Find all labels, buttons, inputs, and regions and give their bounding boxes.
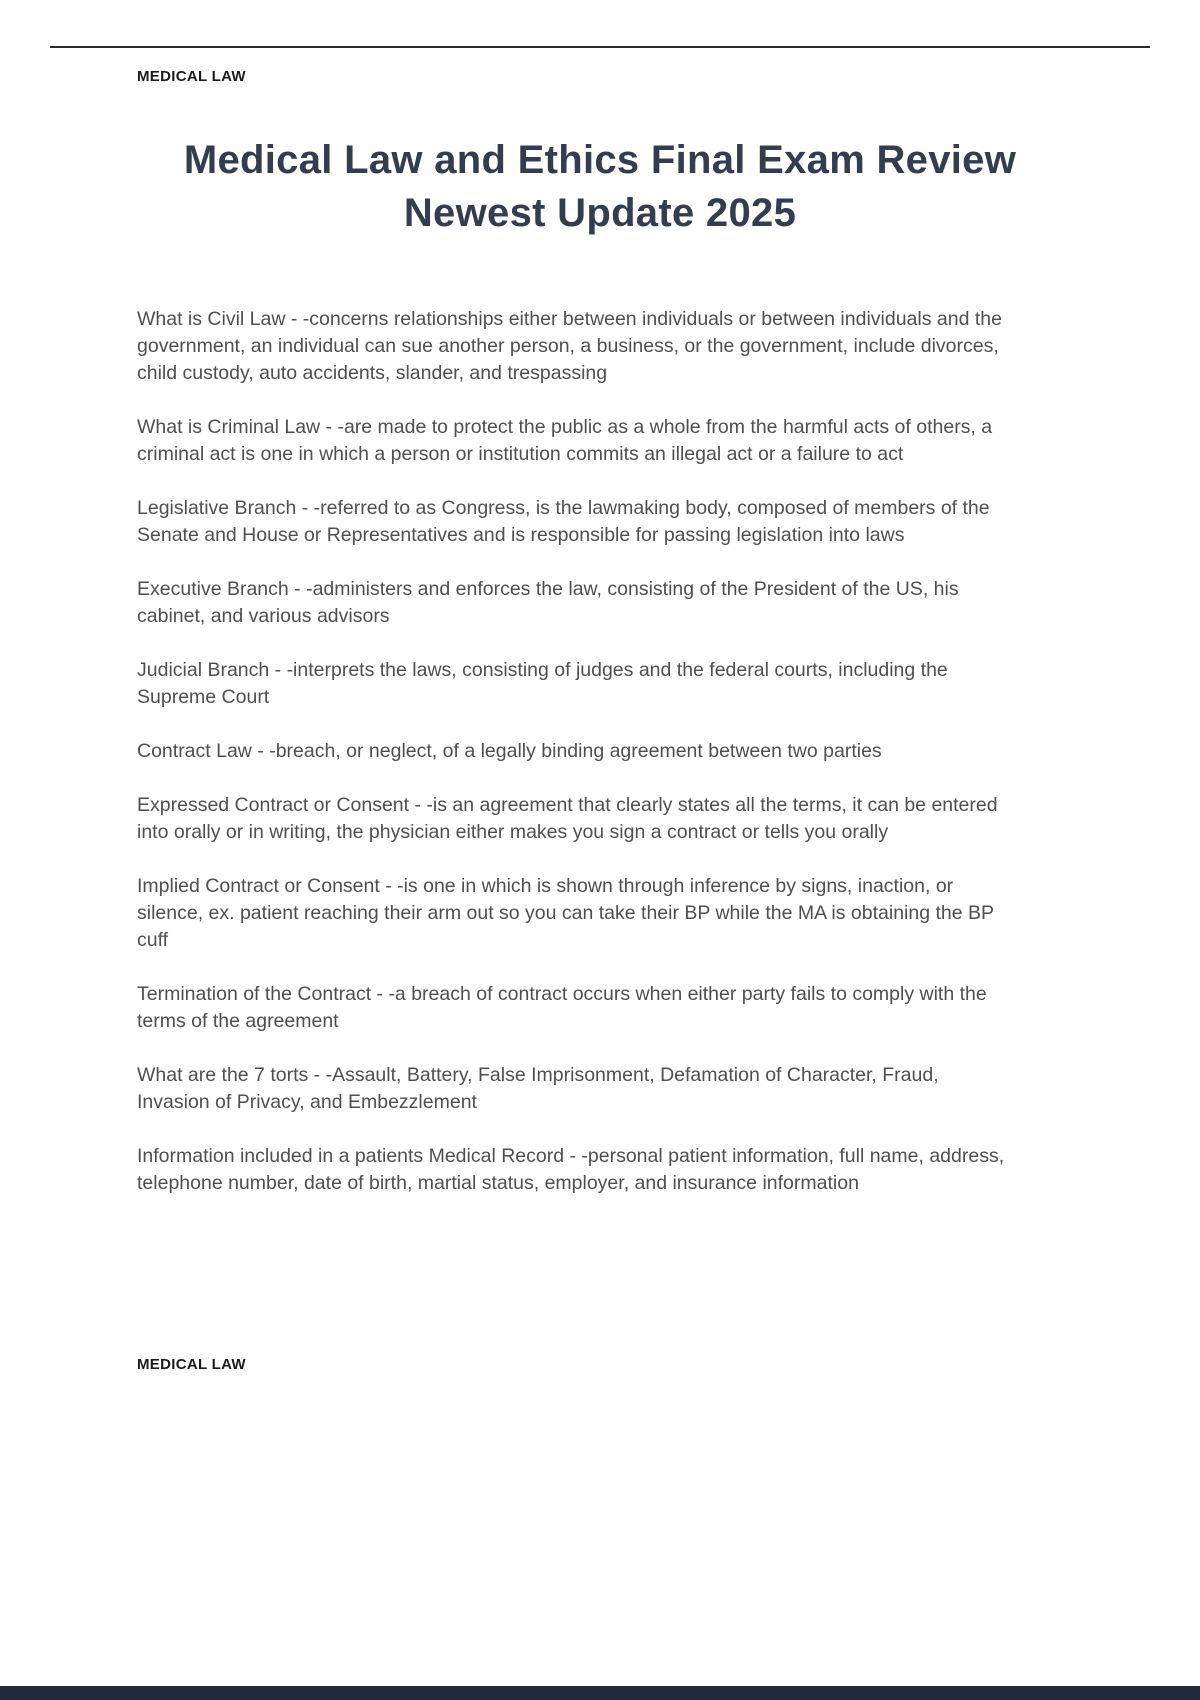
qa-paragraph: What is Civil Law - -concerns relationships either between individuals or between individuals and the government, an individual can sue another person, a business, or the government, include divorces, child custody, auto accidents, slander, and trespassing	[137, 308, 1002, 384]
qa-paragraph: Contract Law - -breach, or neglect, of a legally binding agreement between two parties	[137, 740, 882, 762]
qa-paragraph: Legislative Branch - -referred to as Congress, is the lawmaking body, composed of members of the Senate and House or Representatives and is responsible for passing legislation into laws	[137, 497, 990, 546]
qa-paragraph: Information included in a patients Medical Record - -personal patient information, full name, address, telephone number, date of birth, martial status, employer, and insurance information	[137, 1145, 1005, 1194]
running-footer: MEDICAL LAW	[137, 1356, 246, 1373]
top-rule-divider	[50, 46, 1150, 48]
qa-paragraph: Termination of the Contract - -a breach of contract occurs when either party fails to comply with the terms of the agreement	[137, 983, 987, 1032]
qa-paragraph: Expressed Contract or Consent - -is an agreement that clearly states all the terms, it can be entered into orally or in writing, the physician either makes you sign a contract or tells you orally	[137, 794, 998, 843]
page-title: Medical Law and Ethics Final Exam Review Newest Update 2025	[183, 138, 1017, 235]
document-body	[137, 306, 1007, 1224]
qa-paragraph: Executive Branch - -administers and enforces the law, consisting of the President of the US, his cabinet, and various advisors	[137, 578, 959, 627]
running-header: MEDICAL LAW	[137, 68, 246, 85]
qa-paragraph: Judicial Branch - -interprets the laws, consisting of judges and the federal courts, including the Supreme Court	[137, 659, 948, 708]
bottom-page-bar	[0, 1686, 1200, 1700]
qa-paragraph: What is Criminal Law - -are made to protect the public as a whole from the harmful acts of others, a criminal act is one in which a person or institution commits an illegal act or a failure to act	[137, 416, 993, 465]
qa-paragraph: What are the 7 torts - -Assault, Battery, False Imprisonment, Defamation of Character, Fraud, Invasion of Privacy, and Embezzlement	[137, 1064, 939, 1113]
qa-paragraph: Implied Contract or Consent - -is one in which is shown through inference by signs, inaction, or silence, ex. patient reaching their arm out so you can take their BP while the MA is obtaining the BP cuff	[137, 875, 994, 951]
